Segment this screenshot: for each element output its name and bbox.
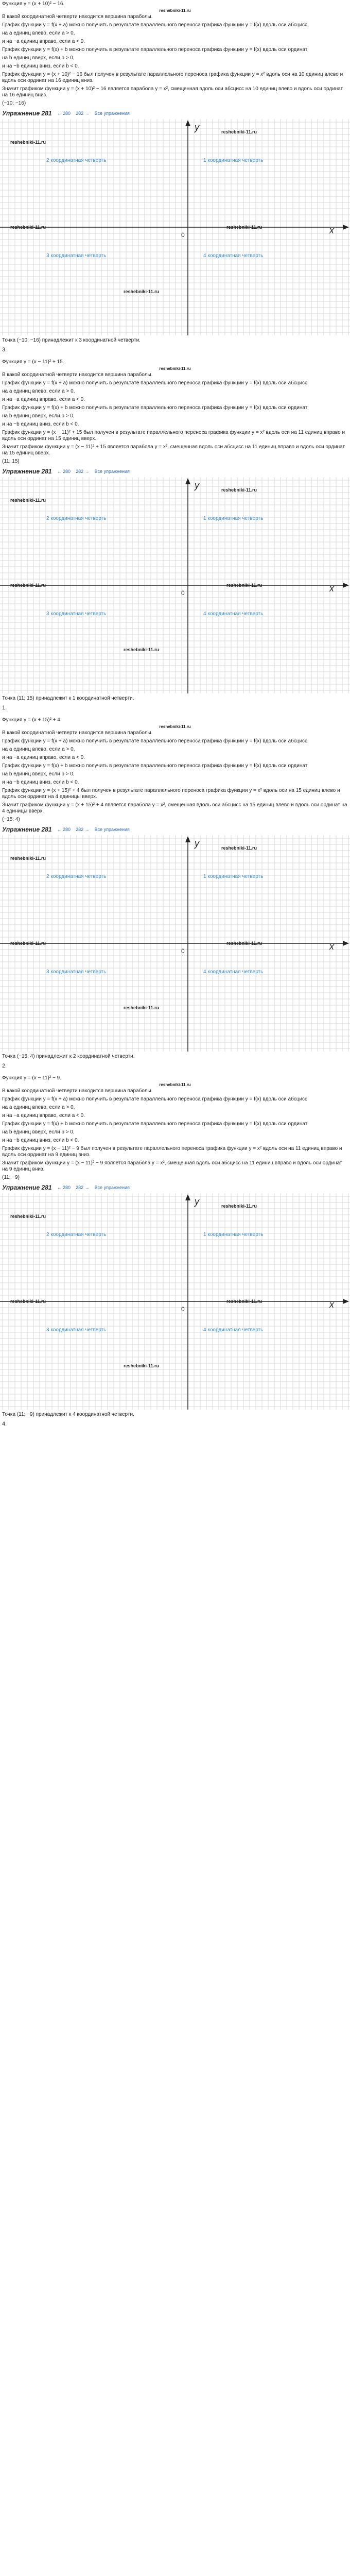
grid	[0, 825, 350, 1052]
quadrant-3-label: 3 координатная четверть	[46, 1327, 107, 1333]
text-line: и на −b единиц вниз, если b < 0.	[2, 779, 79, 785]
text-line: и на −a единиц вправо, если a < 0.	[2, 397, 85, 402]
x-axis-label: x	[329, 225, 334, 235]
solution-section-3	[0, 716, 350, 1071]
quadrant-1-label: 1 координатная четверть	[203, 516, 264, 521]
coordinate-plane	[0, 467, 350, 693]
watermark: reshebniki-11.ru	[10, 140, 46, 145]
next-exercise-link[interactable]: 282 →	[76, 111, 90, 116]
quadrant-4-label: 4 координатная четверть	[203, 253, 264, 259]
exercise-header	[2, 1183, 348, 1192]
watermark: reshebniki-11.ru	[10, 498, 46, 503]
quadrant-2-label: 2 координатная четверть	[46, 516, 107, 521]
text-line: График функции y = (x + 15)² + 4 был получен в результате параллельного переноса графика функции y = x² вдоль оси на 15 единиц влево и вдоль оси ординат на 4 единицы вверх.	[2, 788, 340, 800]
watermark: reshebniki-11.ru	[10, 856, 46, 861]
section-text	[0, 1074, 350, 1182]
conclusion: Точка (11; 15) принадлежит к 1 координатной четверти.	[2, 696, 134, 701]
watermark: reshebniki-11.ru	[124, 289, 160, 294]
text-line: (−10; −16)	[2, 100, 26, 106]
text-line: График функции y = (x − 11)² − 9 был получен в результате параллельного переноса графика функции y = x² вдоль оси на 11 единиц вправо и вдоль оси ординат на 9 единиц вниз.	[2, 1146, 342, 1158]
text-line: График функции y = f(x + a) можно получить в результате параллельного переноса графика функции y = f(x) вдоль оси абсцисс	[2, 22, 308, 28]
x-axis-label: x	[329, 583, 334, 594]
text-line: (11; 15)	[2, 459, 20, 464]
grid	[0, 109, 350, 335]
text-line: (11; −9)	[2, 1175, 20, 1180]
all-exercises-link[interactable]: Все упражнения	[94, 1185, 130, 1190]
exercise-title: Упражнение 281	[2, 110, 52, 117]
text-line: на b единиц вверх, если b > 0,	[2, 55, 75, 61]
watermark: reshebniki-11.ru	[159, 8, 191, 13]
quadrant-2-label: 2 координатная четверть	[46, 1232, 107, 1238]
text-line: и на −a единиц вправо, если a < 0.	[2, 755, 85, 760]
next-exercise-link[interactable]: 282 →	[76, 827, 90, 832]
watermark: reshebniki-11.ru	[10, 1214, 46, 1219]
watermark: reshebniki-11.ru	[10, 225, 46, 230]
answer-number: 1.	[2, 705, 7, 711]
watermark: reshebniki-11.ru	[124, 1005, 160, 1010]
section-text	[0, 716, 350, 824]
text-line: В какой координатной четверти находится вершина параболы.	[2, 730, 153, 736]
watermark: reshebniki-11.ru	[10, 583, 46, 588]
text-line: и на −b единиц вниз, если b < 0.	[2, 421, 79, 427]
solution-section-4	[0, 1074, 350, 1429]
text-line: График функции y = f(x + a) можно получить в результате параллельного переноса графика функции y = f(x) вдоль оси абсцисс	[2, 738, 308, 744]
coordinate-plane	[0, 109, 350, 335]
watermark: reshebniki-11.ru	[221, 487, 257, 493]
text-line: Значит графиком функции y = (x + 15)² + 4 является парабола y = x², смещенная вдоль оси абсцисс на 15 единиц влево и вдоль оси ординат на 4 единицы вверх.	[2, 802, 347, 814]
quadrant-2-label: 2 координатная четверть	[46, 158, 107, 163]
all-exercises-link[interactable]: Все упражнения	[94, 827, 130, 832]
exercise-header	[2, 825, 348, 834]
text-line: График функции y = f(x) + b можно получить в результате параллельного переноса графика функции y = f(x) вдоль оси ординат	[2, 405, 308, 411]
quadrant-3-label: 3 координатная четверть	[46, 969, 107, 975]
y-axis-label: y	[195, 122, 199, 132]
x-axis-label: x	[329, 941, 334, 952]
text-line: на a единиц влево, если a > 0,	[2, 388, 75, 394]
origin-label: 0	[181, 1306, 185, 1313]
quadrant-4-label: 4 координатная четверть	[203, 1327, 264, 1333]
conclusion: Точка (−10; −16) принадлежит к 3 координатной четверти.	[2, 337, 141, 343]
watermark: reshebniki-11.ru	[159, 724, 191, 729]
exercise-header	[2, 109, 348, 118]
watermark: reshebniki-11.ru	[221, 1204, 257, 1209]
prev-exercise-link[interactable]: ← 280	[57, 111, 71, 116]
answer-number: 3.	[2, 347, 7, 353]
solution-section-2	[0, 358, 350, 713]
watermark: reshebniki-11.ru	[226, 583, 262, 588]
prev-exercise-link[interactable]: ← 280	[57, 827, 71, 832]
y-axis-label: y	[195, 480, 199, 490]
text-line: График функции y = (x − 11)² + 15 был получен в результате параллельного переноса графика функции y = x² вдоль оси на 11 единиц вправо и вдоль оси ординат на 15 единиц вверх.	[2, 430, 345, 442]
y-axis-label: y	[195, 1196, 199, 1207]
quadrant-4-label: 4 координатная четверть	[203, 969, 264, 975]
conclusion: Точка (−15; 4) принадлежит к 2 координатной четверти.	[2, 1054, 135, 1059]
watermark: reshebniki-11.ru	[226, 941, 262, 946]
coordinate-plane	[0, 1183, 350, 1410]
watermark: reshebniki-11.ru	[226, 225, 262, 230]
text-line: и на −b единиц вниз, если b < 0.	[2, 63, 79, 69]
answer-number: 2.	[2, 1063, 7, 1069]
text-line: Значит графиком функции y = (x − 11)² − 9 является парабола y = x², смещенная вдоль оси абсцисс на 11 единиц вправо и вдоль оси ординат на 9 единиц вниз.	[2, 1160, 342, 1172]
watermark: reshebniki-11.ru	[226, 1299, 262, 1304]
origin-label: 0	[181, 231, 185, 239]
prev-exercise-link[interactable]: ← 280	[57, 469, 71, 474]
text-line: График функции y = f(x) + b можно получить в результате параллельного переноса графика функции y = f(x) вдоль оси ординат	[2, 1121, 308, 1127]
next-exercise-link[interactable]: 282 →	[76, 1185, 90, 1190]
text-line: График функции y = f(x) + b можно получить в результате параллельного переноса графика функции y = f(x) вдоль оси ординат	[2, 763, 308, 769]
exercise-title: Упражнение 281	[2, 1184, 52, 1191]
exercise-header	[2, 467, 348, 476]
section-text	[0, 0, 350, 108]
exercise-title: Упражнение 281	[2, 826, 52, 833]
solution-section-1	[0, 0, 350, 355]
watermark: reshebniki-11.ru	[159, 366, 191, 371]
y-axis-label: y	[195, 838, 199, 849]
text-line: Значит графиком функции y = (x − 11)² + 15 является парабола y = x², смещенная вдоль оси абсцисс на 11 единиц вправо и вдоль оси ординат на 15 единиц вверх.	[2, 444, 345, 456]
grid	[0, 467, 350, 693]
text-line: График функции y = f(x + a) можно получить в результате параллельного переноса графика функции y = f(x) вдоль оси абсцисс	[2, 380, 308, 386]
watermark: reshebniki-11.ru	[10, 1299, 46, 1304]
quadrant-2-label: 2 координатная четверть	[46, 874, 107, 879]
watermark: reshebniki-11.ru	[124, 647, 160, 652]
text-line: на b единиц вверх, если b > 0,	[2, 1129, 75, 1135]
text-line: и на −a единиц вправо, если a < 0.	[2, 39, 85, 44]
origin-label: 0	[181, 947, 185, 955]
conclusion: Точка (11; −9) принадлежит к 4 координатной четверти.	[2, 1412, 134, 1417]
text-line: на a единиц влево, если a > 0,	[2, 1105, 75, 1110]
text-line: В какой координатной четверти находится вершина параболы.	[2, 372, 153, 378]
answer-number: 4.	[2, 1421, 7, 1427]
text-line: Функция y = (x + 10)² − 16.	[2, 1, 65, 7]
quadrant-4-label: 4 координатная четверть	[203, 611, 264, 617]
quadrant-1-label: 1 координатная четверть	[203, 874, 264, 879]
coordinate-plane	[0, 825, 350, 1052]
text-line: График функции y = f(x) + b можно получить в результате параллельного переноса графика функции y = f(x) вдоль оси ординат	[2, 47, 308, 53]
x-axis-label: x	[329, 1299, 334, 1310]
watermark: reshebniki-11.ru	[221, 845, 257, 851]
all-exercises-link[interactable]: Все упражнения	[94, 469, 130, 474]
quadrant-1-label: 1 координатная четверть	[203, 1232, 264, 1238]
quadrant-1-label: 1 координатная четверть	[203, 158, 264, 163]
watermark: reshebniki-11.ru	[124, 1363, 160, 1368]
exercise-title: Упражнение 281	[2, 468, 52, 475]
text-line: на b единиц вверх, если b > 0,	[2, 771, 75, 777]
section-text	[0, 358, 350, 466]
text-line: (−15; 4)	[2, 817, 20, 822]
watermark: reshebniki-11.ru	[221, 129, 257, 134]
text-line: Функция y = (x − 11)² − 9.	[2, 1075, 61, 1081]
text-line: на a единиц влево, если a > 0,	[2, 747, 75, 752]
origin-label: 0	[181, 589, 185, 597]
prev-exercise-link[interactable]: ← 280	[57, 1185, 71, 1190]
watermark: reshebniki-11.ru	[159, 1082, 191, 1087]
next-exercise-link[interactable]: 282 →	[76, 469, 90, 474]
text-line: и на −b единиц вниз, если b < 0.	[2, 1138, 79, 1143]
text-line: В какой координатной четверти находится вершина параболы.	[2, 14, 153, 20]
all-exercises-link[interactable]: Все упражнения	[94, 111, 130, 116]
text-line: В какой координатной четверти находится вершина параболы.	[2, 1088, 153, 1094]
text-line: График функции y = (x + 10)² − 16 был получен в результате параллельного переноса графика функции y = x² вдоль оси на 10 единиц влево и вдоль оси ординат на 16 единиц вниз.	[2, 72, 343, 83]
text-line: Функция y = (x − 11)² + 15.	[2, 359, 64, 365]
text-line: Значит графиком функции y = (x + 10)² − 16 является парабола y = x², смещенная вдоль оси абсцисс на 10 единиц влево и вдоль оси ординат на 16 единиц вниз.	[2, 86, 343, 98]
text-line: на b единиц вверх, если b > 0,	[2, 413, 75, 419]
quadrant-3-label: 3 координатная четверть	[46, 253, 107, 259]
quadrant-3-label: 3 координатная четверть	[46, 611, 107, 617]
text-line: на a единиц влево, если a > 0,	[2, 30, 75, 36]
text-line: Функция y = (x + 15)² + 4.	[2, 717, 62, 723]
text-line: и на −a единиц вправо, если a < 0.	[2, 1113, 85, 1118]
text-line: График функции y = f(x + a) можно получить в результате параллельного переноса графика функции y = f(x) вдоль оси абсцисс	[2, 1096, 308, 1102]
watermark: reshebniki-11.ru	[10, 941, 46, 946]
grid	[0, 1183, 350, 1410]
